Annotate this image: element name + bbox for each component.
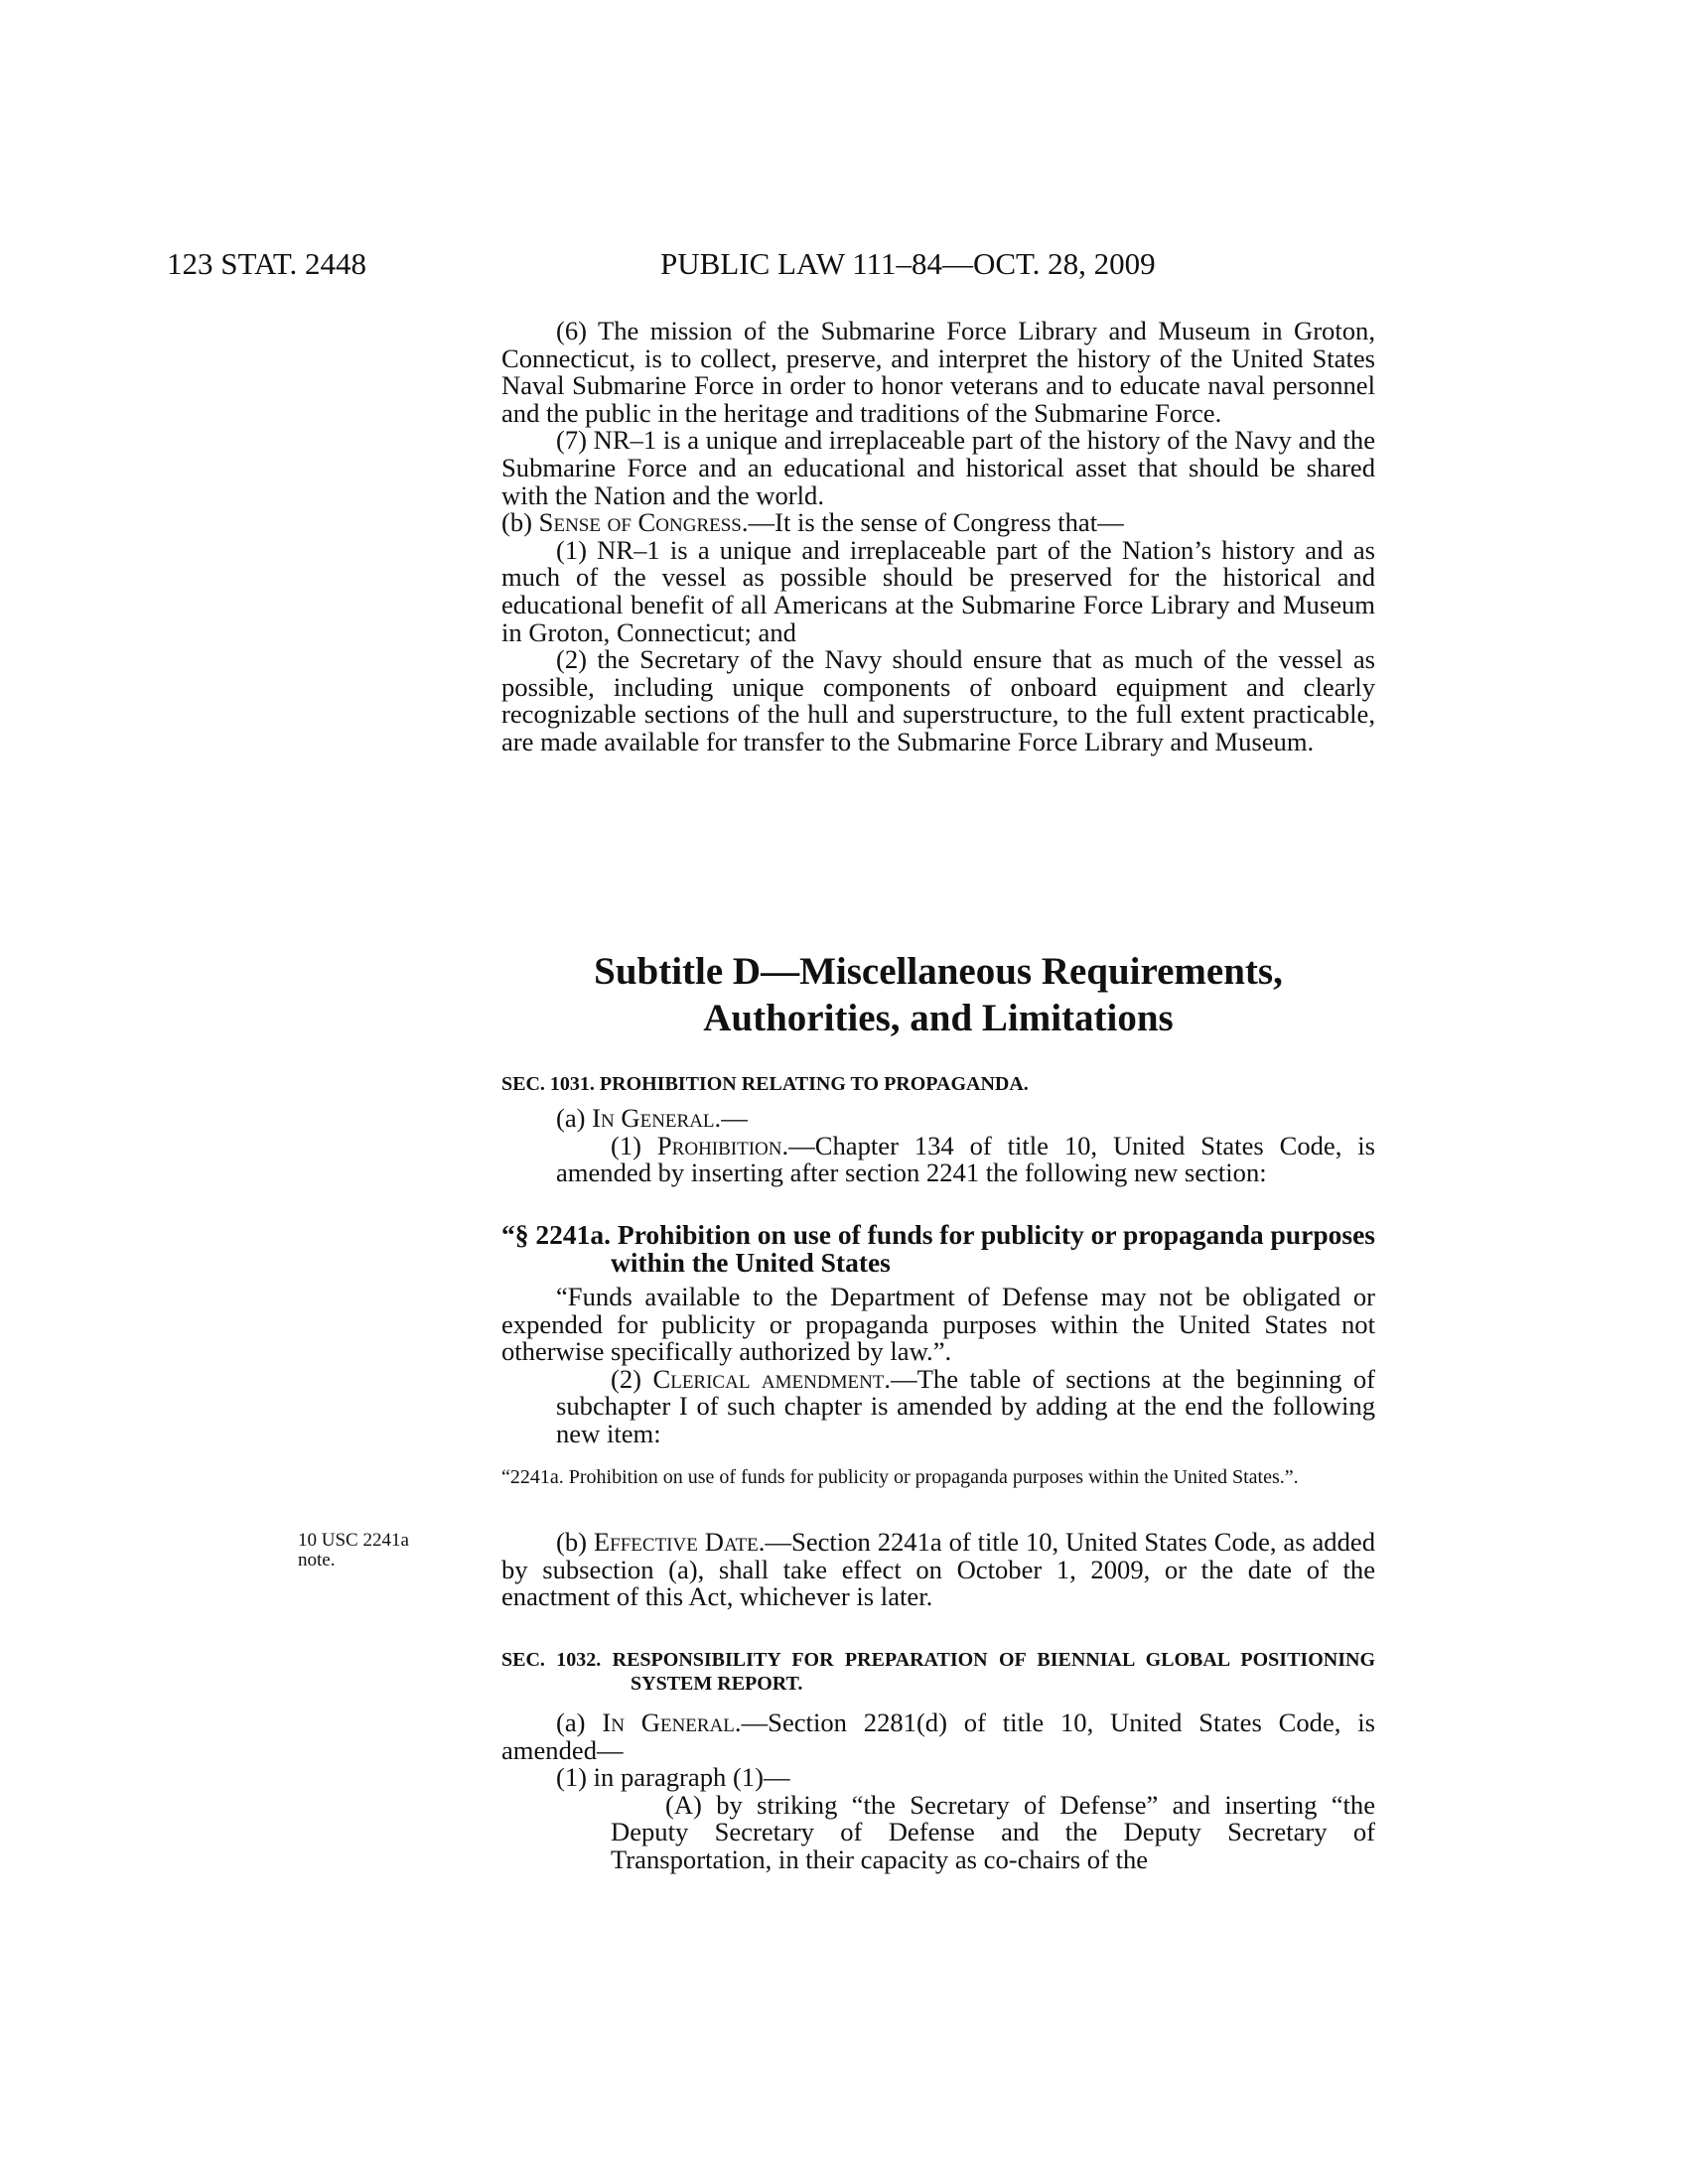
section-1032-subsection-a: (a) In General.—Section 2281(d) of title 10, United States Code, is amended— (1) in paragraph (1)— (A) by striking “the Secretary of Defense” and inserting “the Deputy Secretary of Defense and the Deputy Secretary of Transportation, in their capacity as co-chairs of the: [501, 1707, 1375, 1874]
subtitle-line-2: Authorities, and Limitations: [703, 997, 1174, 1039]
finding-paragraph-6: (6) The mission of the Submarine Force Library and Museum in Groton, Connecticut, is to collect, preserve, and interpret the history of the United States Naval Submarine Force in order to honor veterans and to educate naval personnel and the public in the heritage and traditions of the Submarine Force.: [501, 316, 1375, 428]
prohibition-paragraph: (1) Prohibition.—Chapter 134 of title 10, United States Code, is amended by inserting after section 2241 the following new section:: [556, 1130, 1375, 1188]
section-1031: [501, 1072, 1375, 1096]
finding-paragraph-7: (7) NR–1 is a unique and irreplaceable part of the history of the Navy and the Submarine Force and an educational and historical asset that should be shared with the Nation and the world.: [501, 425, 1375, 510]
clerical-amendment-heading: Clerical amendment: [652, 1363, 885, 1394]
section-1032: [501, 1648, 1375, 1696]
paragraph-1-amendment: (1) in paragraph (1)—: [556, 1762, 790, 1793]
findings-block: [501, 318, 1375, 756]
sense-paragraph-2: (2) the Secretary of the Navy should ensure that as much of the vessel as possible, including unique components of onboard equipment and clearly recognizable sections of the hull and superstructure, to the full extent practicable, are made available for transfer to the Submarine Force Library and Museum.: [501, 644, 1375, 756]
section-2241a-text-block: [501, 1284, 1375, 1448]
page-law-header: PUBLIC LAW 111–84—OCT. 28, 2009: [660, 246, 1156, 281]
in-general-heading: In General: [592, 1103, 715, 1133]
section-1031-subsection-a: (a) In General.— (1) Prohibition.—Chapter 134 of title 10, United States Code, is amended by inserting after section 2241 the following new section:: [501, 1105, 1375, 1187]
section-1032-in-general-heading: In General: [602, 1707, 735, 1737]
section-2241a-heading: “§ 2241a. Prohibition on use of funds for publicity or propaganda purposes within the United States: [501, 1219, 1375, 1278]
table-of-sections-item-block: [501, 1467, 1375, 1487]
sense-paragraph-1: (1) NR–1 is a unique and irreplaceable part of the Nation’s history and as much of the vessel as possible should be preserved for the historical and educational benefit of all Americans at the Submarine Force Library and Museum in Groton, Connecticut; and: [501, 534, 1375, 647]
effective-date-subsection: (b) Effective Date.—Section 2241a of title 10, United States Code, as added by subsection (a), shall take effect on October 1, 2009, or the date of the enactment of this Act, whichever is later.: [501, 1527, 1375, 1612]
prohibition-heading: Prohibition: [656, 1130, 782, 1160]
sense-of-congress-subsection: (b) Sense of Congress.—It is the sense of Congress that—: [501, 507, 1124, 538]
subtitle-heading: [501, 948, 1375, 1041]
table-of-sections-item: “2241a. Prohibition on use of funds for publicity or propaganda purposes within the United States.”.: [501, 1466, 1299, 1488]
clerical-amendment-paragraph: (2) Clerical amendment.—The table of sections at the beginning of subchapter I of such chapter is amended by adding at the end the following new item:: [556, 1363, 1375, 1448]
section-1031-heading: SEC. 1031. PROHIBITION RELATING TO PROPAGANDA.: [501, 1073, 1029, 1095]
new-section-2241a: [501, 1221, 1375, 1276]
subtitle-line-1: Subtitle D—Miscellaneous Requirements,: [594, 950, 1283, 993]
section-2241a-text: “Funds available to the Department of Defense may not be obligated or expended for publicity or propaganda purposes within the United States not otherwise specifically authorized by law.”.: [501, 1282, 1375, 1367]
page-stat-citation: 123 STAT. 2448: [167, 246, 367, 281]
subparagraph-a-amendment: (A) by striking “the Secretary of Defense” and inserting “the Deputy Secretary of Defense and the Deputy Secretary of Transportation, in their capacity as co-chairs of the: [611, 1789, 1375, 1874]
margin-note: 10 USC 2241a note.: [298, 1530, 409, 1570]
effective-date-heading: Effective Date: [593, 1527, 759, 1557]
sense-of-congress-heading: Sense of Congress: [538, 507, 742, 538]
section-1032-heading: SEC. 1032. RESPONSIBILITY FOR PREPARATION OF BIENNIAL GLOBAL POSITIONING SYSTEM REPORT.: [501, 1649, 1375, 1695]
